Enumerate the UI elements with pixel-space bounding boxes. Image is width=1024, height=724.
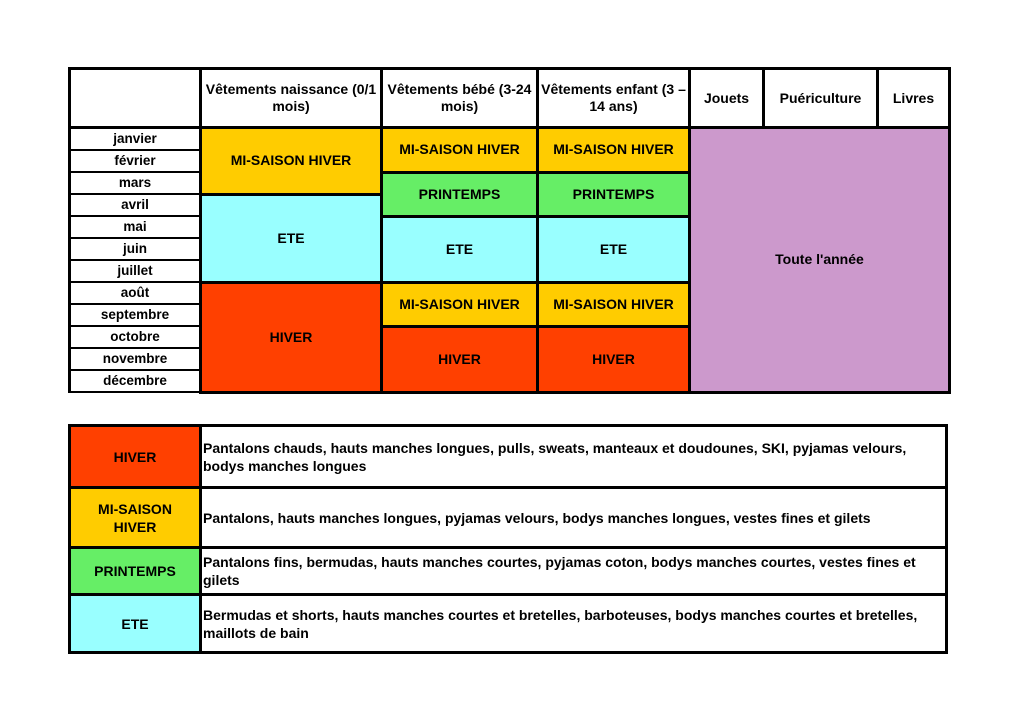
- legend-hiver-desc: Pantalons chauds, hauts manches longues, pulls, sweats, manteaux et doudounes, SKI, pyjamas velours, bodys manches longues: [201, 426, 947, 488]
- corner-cell: [70, 69, 201, 128]
- legend-printemps-label: PRINTEMPS: [70, 548, 201, 595]
- month-cell: mars: [70, 172, 201, 194]
- header-enfant: Vêtements enfant (3 – 14 ans): [538, 69, 690, 128]
- legend-printemps-desc: Pantalons fins, bermudas, hauts manches courtes, pyjamas coton, bodys manches courtes, vestes fines et gilets: [201, 548, 947, 595]
- month-cell: juin: [70, 238, 201, 260]
- month-cell: novembre: [70, 348, 201, 370]
- month-cell: mai: [70, 216, 201, 238]
- month-cell: août: [70, 282, 201, 304]
- enfant-misaison2-cell: MI-SAISON HIVER: [538, 282, 690, 326]
- month-cell: février: [70, 150, 201, 172]
- legend-misaison-desc: Pantalons, hauts manches longues, pyjamas velours, bodys manches longues, vestes fines et gilets: [201, 488, 947, 548]
- month-cell: juillet: [70, 260, 201, 282]
- month-cell: décembre: [70, 370, 201, 392]
- header-naissance: Vêtements naissance (0/1 mois): [201, 69, 382, 128]
- bebe-hiver-cell: HIVER: [382, 326, 538, 392]
- month-cell: avril: [70, 194, 201, 216]
- enfant-ete-cell: ETE: [538, 216, 690, 282]
- header-bebe: Vêtements bébé (3-24 mois): [382, 69, 538, 128]
- month-cell: janvier: [70, 128, 201, 151]
- bebe-printemps-cell: PRINTEMPS: [382, 172, 538, 216]
- enfant-misaison-cell: MI-SAISON HIVER: [538, 128, 690, 173]
- naissance-hiver-cell: HIVER: [201, 282, 382, 392]
- legend-ete-desc: Bermudas et shorts, hauts manches courtes et bretelles, barboteuses, bodys manches courtes et bretelles, maillots de bain: [201, 595, 947, 653]
- enfant-hiver-cell: HIVER: [538, 326, 690, 392]
- month-cell: septembre: [70, 304, 201, 326]
- naissance-misaison-cell: MI-SAISON HIVER: [201, 128, 382, 195]
- legend-misaison-label: MI-SAISON HIVER: [70, 488, 201, 548]
- season-calendar-table: [68, 67, 951, 394]
- naissance-ete-cell: ETE: [201, 194, 382, 282]
- bebe-misaison-cell: MI-SAISON HIVER: [382, 128, 538, 173]
- bebe-misaison2-cell: MI-SAISON HIVER: [382, 282, 538, 326]
- enfant-printemps-cell: PRINTEMPS: [538, 172, 690, 216]
- header-livres: Livres: [878, 69, 950, 128]
- legend-hiver-label: HIVER: [70, 426, 201, 488]
- legend-table: [68, 424, 948, 654]
- header-puericulture: Puériculture: [764, 69, 878, 128]
- header-jouets: Jouets: [690, 69, 764, 128]
- month-cell: octobre: [70, 326, 201, 348]
- legend-ete-label: ETE: [70, 595, 201, 653]
- toute-annee-cell: Toute l'année: [690, 128, 950, 393]
- bebe-ete-cell: ETE: [382, 216, 538, 282]
